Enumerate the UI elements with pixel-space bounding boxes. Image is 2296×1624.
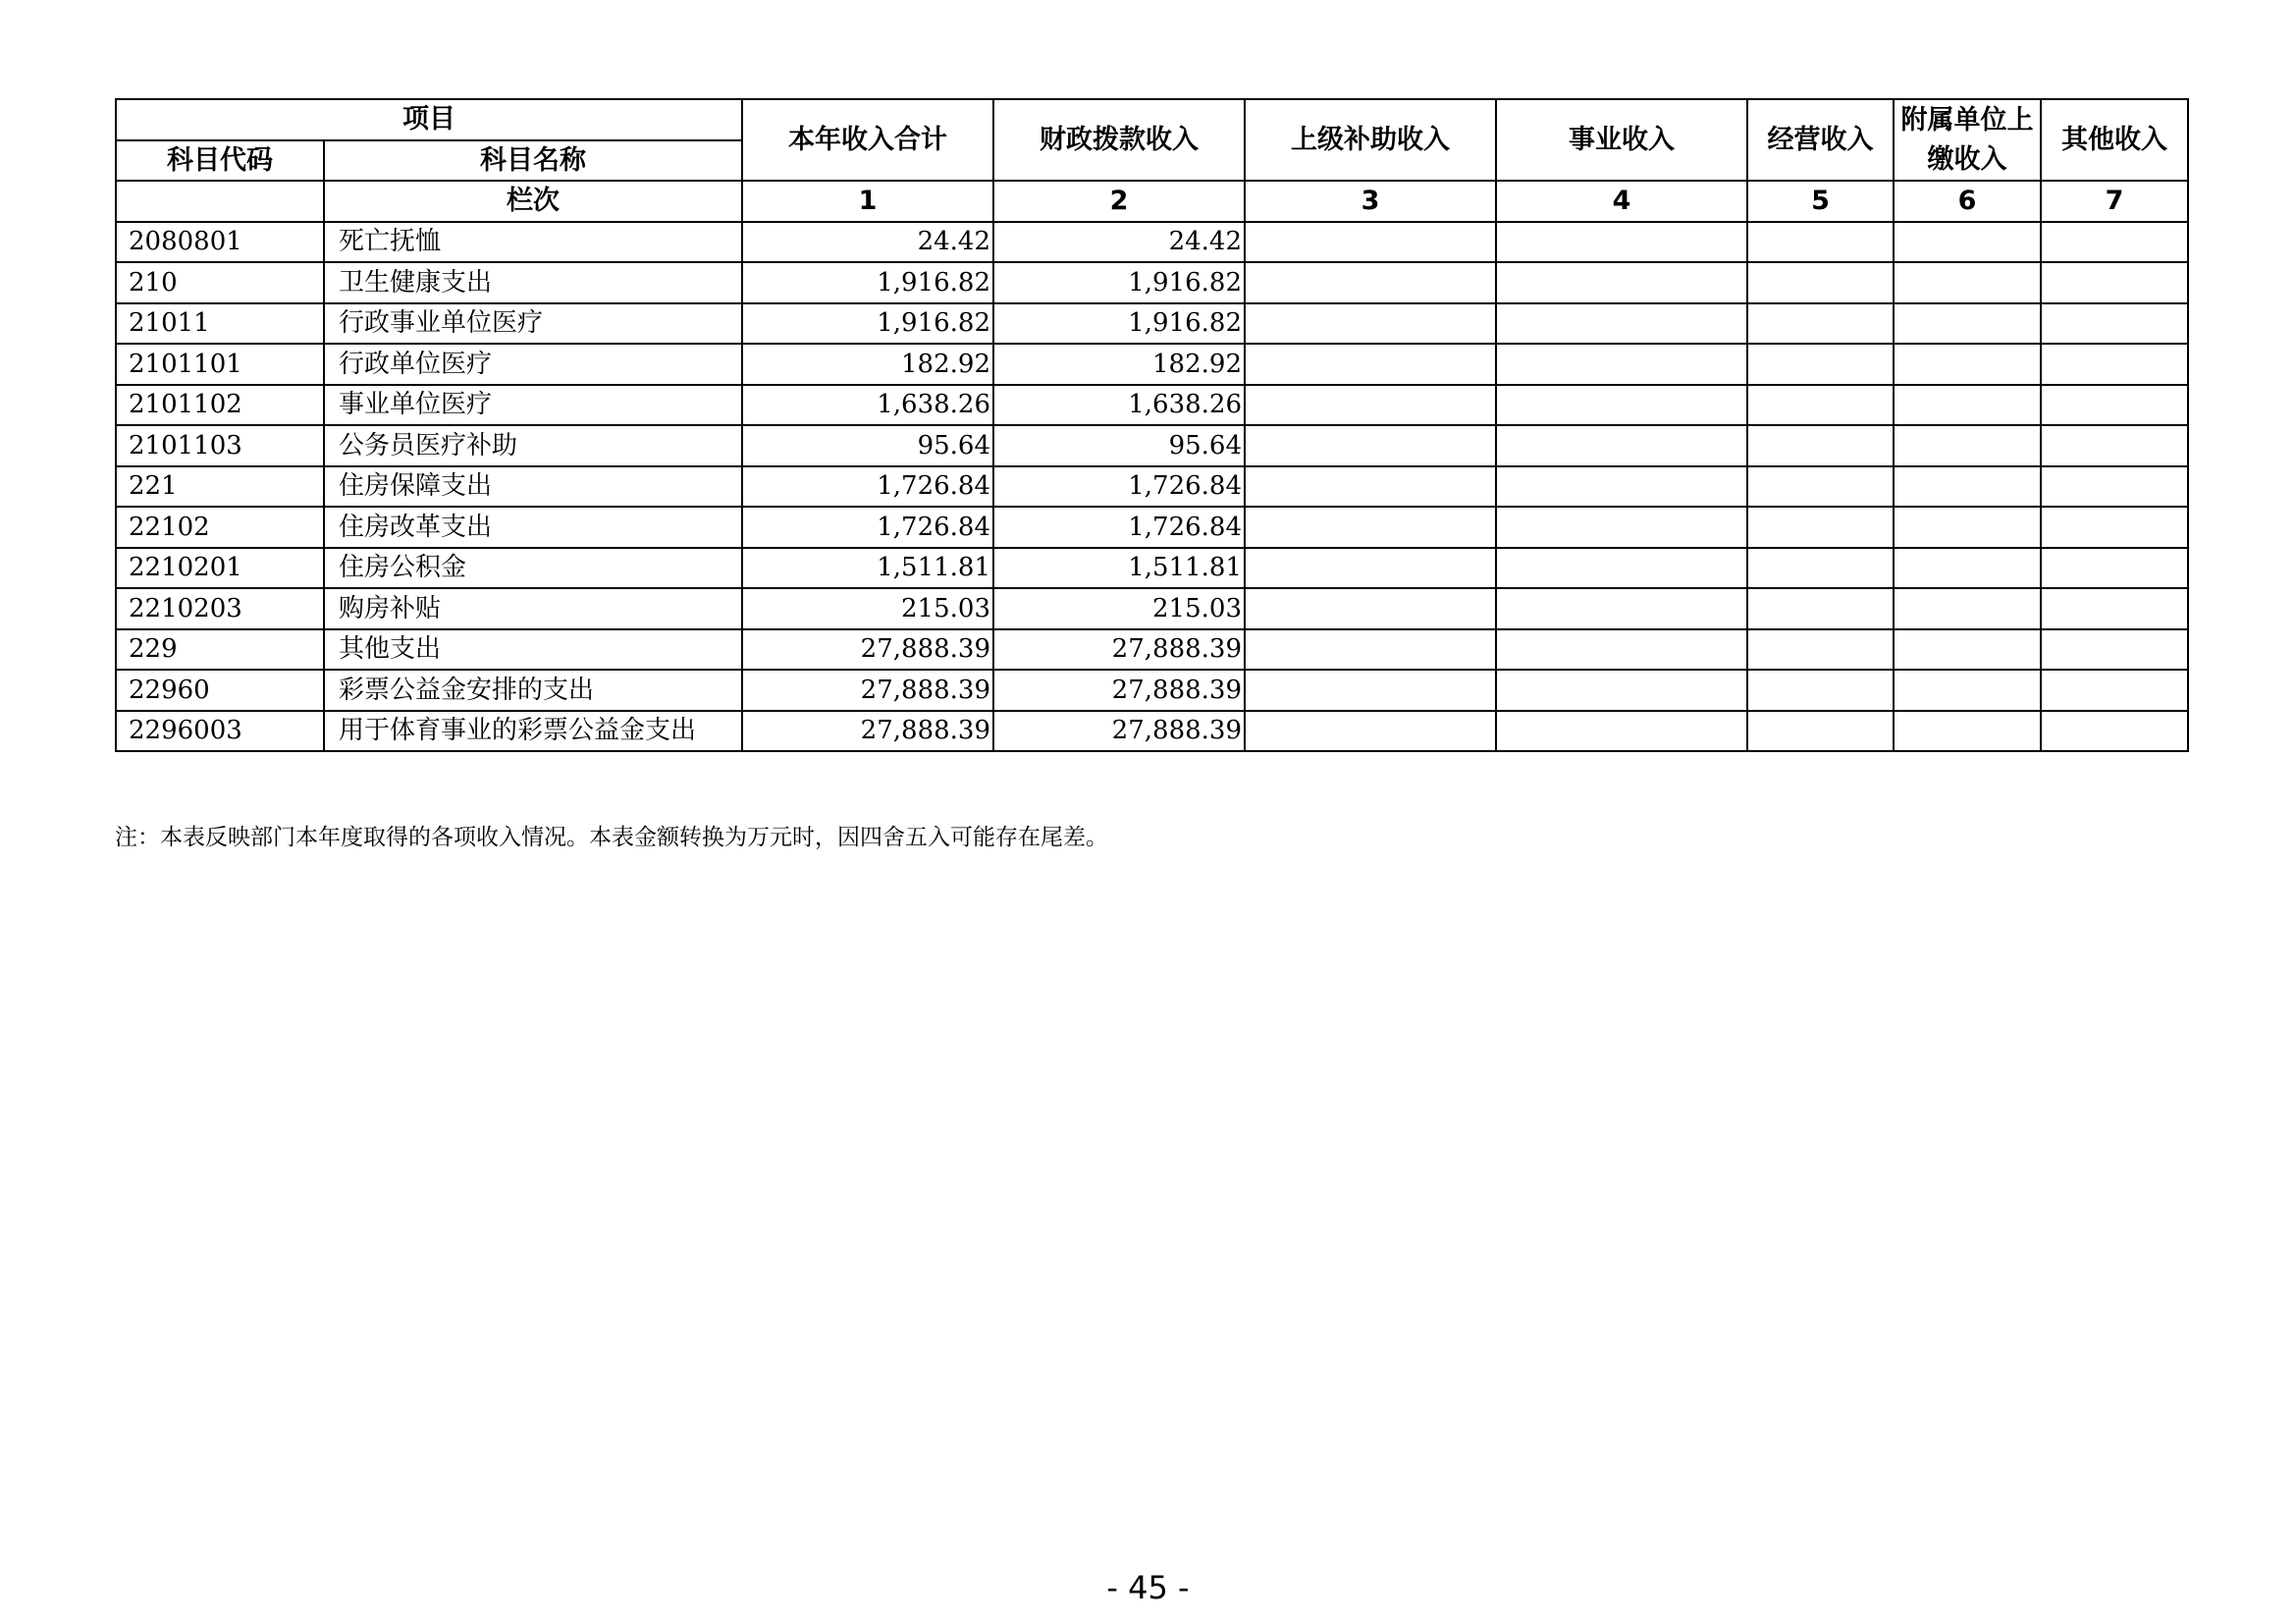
- total-income-cell: 1,726.84: [742, 466, 993, 508]
- subject-code-cell: 2210201: [116, 548, 324, 589]
- fiscal-allocation-cell: 1,638.26: [993, 385, 1245, 426]
- affiliated-unit-income-cell: [1894, 222, 2041, 263]
- operating-income-cell: [1747, 507, 1894, 548]
- subject-code-cell: 2296003: [116, 711, 324, 752]
- business-income-cell: [1496, 466, 1747, 508]
- affiliated-unit-income-cell: [1894, 548, 2041, 589]
- table-row: [116, 588, 2188, 629]
- subject-name-cell: 卫生健康支出: [324, 262, 742, 303]
- total-income-cell: 1,511.81: [742, 548, 993, 589]
- table-row: [116, 711, 2188, 752]
- superior-subsidy-cell: [1245, 425, 1496, 466]
- business-income-cell: [1496, 548, 1747, 589]
- superior-subsidy-cell: [1245, 344, 1496, 385]
- table-row: [116, 629, 2188, 671]
- superior-subsidy-cell: [1245, 548, 1496, 589]
- total-income-cell: 1,916.82: [742, 303, 993, 345]
- operating-income-cell: [1747, 222, 1894, 263]
- operating-income-cell: [1747, 670, 1894, 711]
- header-subject-code: 科目代码: [116, 140, 324, 182]
- other-income-cell: [2041, 262, 2188, 303]
- other-income-cell: [2041, 588, 2188, 629]
- header-column-index-label: 栏次: [324, 181, 742, 222]
- total-income-cell: 95.64: [742, 425, 993, 466]
- affiliated-unit-income-cell: [1894, 711, 2041, 752]
- fiscal-allocation-cell: 1,726.84: [993, 466, 1245, 508]
- fiscal-allocation-cell: 27,888.39: [993, 711, 1245, 752]
- subject-code-cell: 21011: [116, 303, 324, 345]
- affiliated-unit-income-cell: [1894, 466, 2041, 508]
- subject-name-cell: 彩票公益金安排的支出: [324, 670, 742, 711]
- affiliated-unit-income-cell: [1894, 385, 2041, 426]
- affiliated-unit-income-cell: [1894, 670, 2041, 711]
- subject-code-cell: 2080801: [116, 222, 324, 263]
- superior-subsidy-cell: [1245, 629, 1496, 671]
- business-income-cell: [1496, 588, 1747, 629]
- subject-code-cell: 2101103: [116, 425, 324, 466]
- operating-income-cell: [1747, 385, 1894, 426]
- other-income-cell: [2041, 425, 2188, 466]
- subject-name-cell: 公务员医疗补助: [324, 425, 742, 466]
- header-fiscal-allocation: 财政拨款收入: [993, 99, 1245, 181]
- header-total-income: 本年收入合计: [742, 99, 993, 181]
- other-income-cell: [2041, 303, 2188, 345]
- subject-code-cell: 210: [116, 262, 324, 303]
- subject-name-cell: 死亡抚恤: [324, 222, 742, 263]
- subject-code-cell: 22960: [116, 670, 324, 711]
- table-body: [116, 222, 2188, 752]
- table-row: [116, 303, 2188, 345]
- affiliated-unit-income-cell: [1894, 303, 2041, 345]
- fiscal-allocation-cell: 1,726.84: [993, 507, 1245, 548]
- affiliated-unit-income-cell: [1894, 588, 2041, 629]
- subject-code-cell: 2210203: [116, 588, 324, 629]
- fiscal-allocation-cell: 1,916.82: [993, 262, 1245, 303]
- table-row: [116, 385, 2188, 426]
- fiscal-allocation-cell: 215.03: [993, 588, 1245, 629]
- header-project: 项目: [116, 99, 742, 140]
- operating-income-cell: [1747, 629, 1894, 671]
- column-number: 2: [993, 181, 1245, 222]
- subject-name-cell: 住房改革支出: [324, 507, 742, 548]
- table-row: [116, 466, 2188, 508]
- subject-name-cell: 住房保障支出: [324, 466, 742, 508]
- operating-income-cell: [1747, 548, 1894, 589]
- business-income-cell: [1496, 262, 1747, 303]
- column-number: 4: [1496, 181, 1747, 222]
- total-income-cell: 27,888.39: [742, 711, 993, 752]
- table-row: [116, 262, 2188, 303]
- header-affiliated-unit-income: 附属单位上缴收入: [1894, 99, 2041, 181]
- table-footnote: 注：本表反映部门本年度取得的各项收入情况。本表金额转换为万元时，因四舍五入可能存在尾差。: [115, 825, 1108, 850]
- other-income-cell: [2041, 344, 2188, 385]
- total-income-cell: 182.92: [742, 344, 993, 385]
- other-income-cell: [2041, 711, 2188, 752]
- subject-name-cell: 购房补贴: [324, 588, 742, 629]
- superior-subsidy-cell: [1245, 588, 1496, 629]
- superior-subsidy-cell: [1245, 385, 1496, 426]
- column-number: 5: [1747, 181, 1894, 222]
- operating-income-cell: [1747, 466, 1894, 508]
- header-business-income: 事业收入: [1496, 99, 1747, 181]
- superior-subsidy-cell: [1245, 507, 1496, 548]
- column-number: 3: [1245, 181, 1496, 222]
- subject-code-cell: 229: [116, 629, 324, 671]
- affiliated-unit-income-cell: [1894, 262, 2041, 303]
- business-income-cell: [1496, 425, 1747, 466]
- subject-code-cell: 2101101: [116, 344, 324, 385]
- page-number: - 45 -: [1106, 1569, 1190, 1606]
- fiscal-allocation-cell: 27,888.39: [993, 670, 1245, 711]
- column-number: 6: [1894, 181, 2041, 222]
- subject-code-cell: 221: [116, 466, 324, 508]
- subject-name-cell: 其他支出: [324, 629, 742, 671]
- subject-name-cell: 行政单位医疗: [324, 344, 742, 385]
- fiscal-allocation-cell: 27,888.39: [993, 629, 1245, 671]
- operating-income-cell: [1747, 425, 1894, 466]
- table-row: [116, 507, 2188, 548]
- total-income-cell: 1,726.84: [742, 507, 993, 548]
- superior-subsidy-cell: [1245, 670, 1496, 711]
- superior-subsidy-cell: [1245, 303, 1496, 345]
- total-income-cell: 27,888.39: [742, 670, 993, 711]
- table-row: [116, 670, 2188, 711]
- other-income-cell: [2041, 507, 2188, 548]
- total-income-cell: 215.03: [742, 588, 993, 629]
- operating-income-cell: [1747, 262, 1894, 303]
- table-row: [116, 344, 2188, 385]
- header-index-blank: [116, 181, 324, 222]
- fiscal-allocation-cell: 24.42: [993, 222, 1245, 263]
- other-income-cell: [2041, 670, 2188, 711]
- superior-subsidy-cell: [1245, 262, 1496, 303]
- operating-income-cell: [1747, 588, 1894, 629]
- other-income-cell: [2041, 629, 2188, 671]
- other-income-cell: [2041, 222, 2188, 263]
- total-income-cell: 24.42: [742, 222, 993, 263]
- fiscal-allocation-cell: 1,916.82: [993, 303, 1245, 345]
- other-income-cell: [2041, 385, 2188, 426]
- column-number: 7: [2041, 181, 2188, 222]
- business-income-cell: [1496, 303, 1747, 345]
- operating-income-cell: [1747, 303, 1894, 345]
- header-subject-name: 科目名称: [324, 140, 742, 182]
- fiscal-allocation-cell: 95.64: [993, 425, 1245, 466]
- affiliated-unit-income-cell: [1894, 629, 2041, 671]
- subject-name-cell: 用于体育事业的彩票公益金支出: [324, 711, 742, 752]
- fiscal-allocation-cell: 1,511.81: [993, 548, 1245, 589]
- business-income-cell: [1496, 629, 1747, 671]
- business-income-cell: [1496, 711, 1747, 752]
- header-other-income: 其他收入: [2041, 99, 2188, 181]
- column-number: 1: [742, 181, 993, 222]
- affiliated-unit-income-cell: [1894, 425, 2041, 466]
- subject-name-cell: 事业单位医疗: [324, 385, 742, 426]
- table-row: [116, 425, 2188, 466]
- subject-code-cell: 2101102: [116, 385, 324, 426]
- business-income-cell: [1496, 670, 1747, 711]
- business-income-cell: [1496, 507, 1747, 548]
- affiliated-unit-income-cell: [1894, 507, 2041, 548]
- operating-income-cell: [1747, 711, 1894, 752]
- other-income-cell: [2041, 466, 2188, 508]
- total-income-cell: 1,638.26: [742, 385, 993, 426]
- superior-subsidy-cell: [1245, 466, 1496, 508]
- table-row: [116, 222, 2188, 263]
- subject-name-cell: 行政事业单位医疗: [324, 303, 742, 345]
- income-table: [115, 98, 2189, 752]
- header-operating-income: 经营收入: [1747, 99, 1894, 181]
- total-income-cell: 1,916.82: [742, 262, 993, 303]
- table-row: [116, 548, 2188, 589]
- header-superior-subsidy: 上级补助收入: [1245, 99, 1496, 181]
- affiliated-unit-income-cell: [1894, 344, 2041, 385]
- operating-income-cell: [1747, 344, 1894, 385]
- total-income-cell: 27,888.39: [742, 629, 993, 671]
- superior-subsidy-cell: [1245, 222, 1496, 263]
- business-income-cell: [1496, 344, 1747, 385]
- other-income-cell: [2041, 548, 2188, 589]
- business-income-cell: [1496, 385, 1747, 426]
- superior-subsidy-cell: [1245, 711, 1496, 752]
- fiscal-allocation-cell: 182.92: [993, 344, 1245, 385]
- subject-name-cell: 住房公积金: [324, 548, 742, 589]
- business-income-cell: [1496, 222, 1747, 263]
- subject-code-cell: 22102: [116, 507, 324, 548]
